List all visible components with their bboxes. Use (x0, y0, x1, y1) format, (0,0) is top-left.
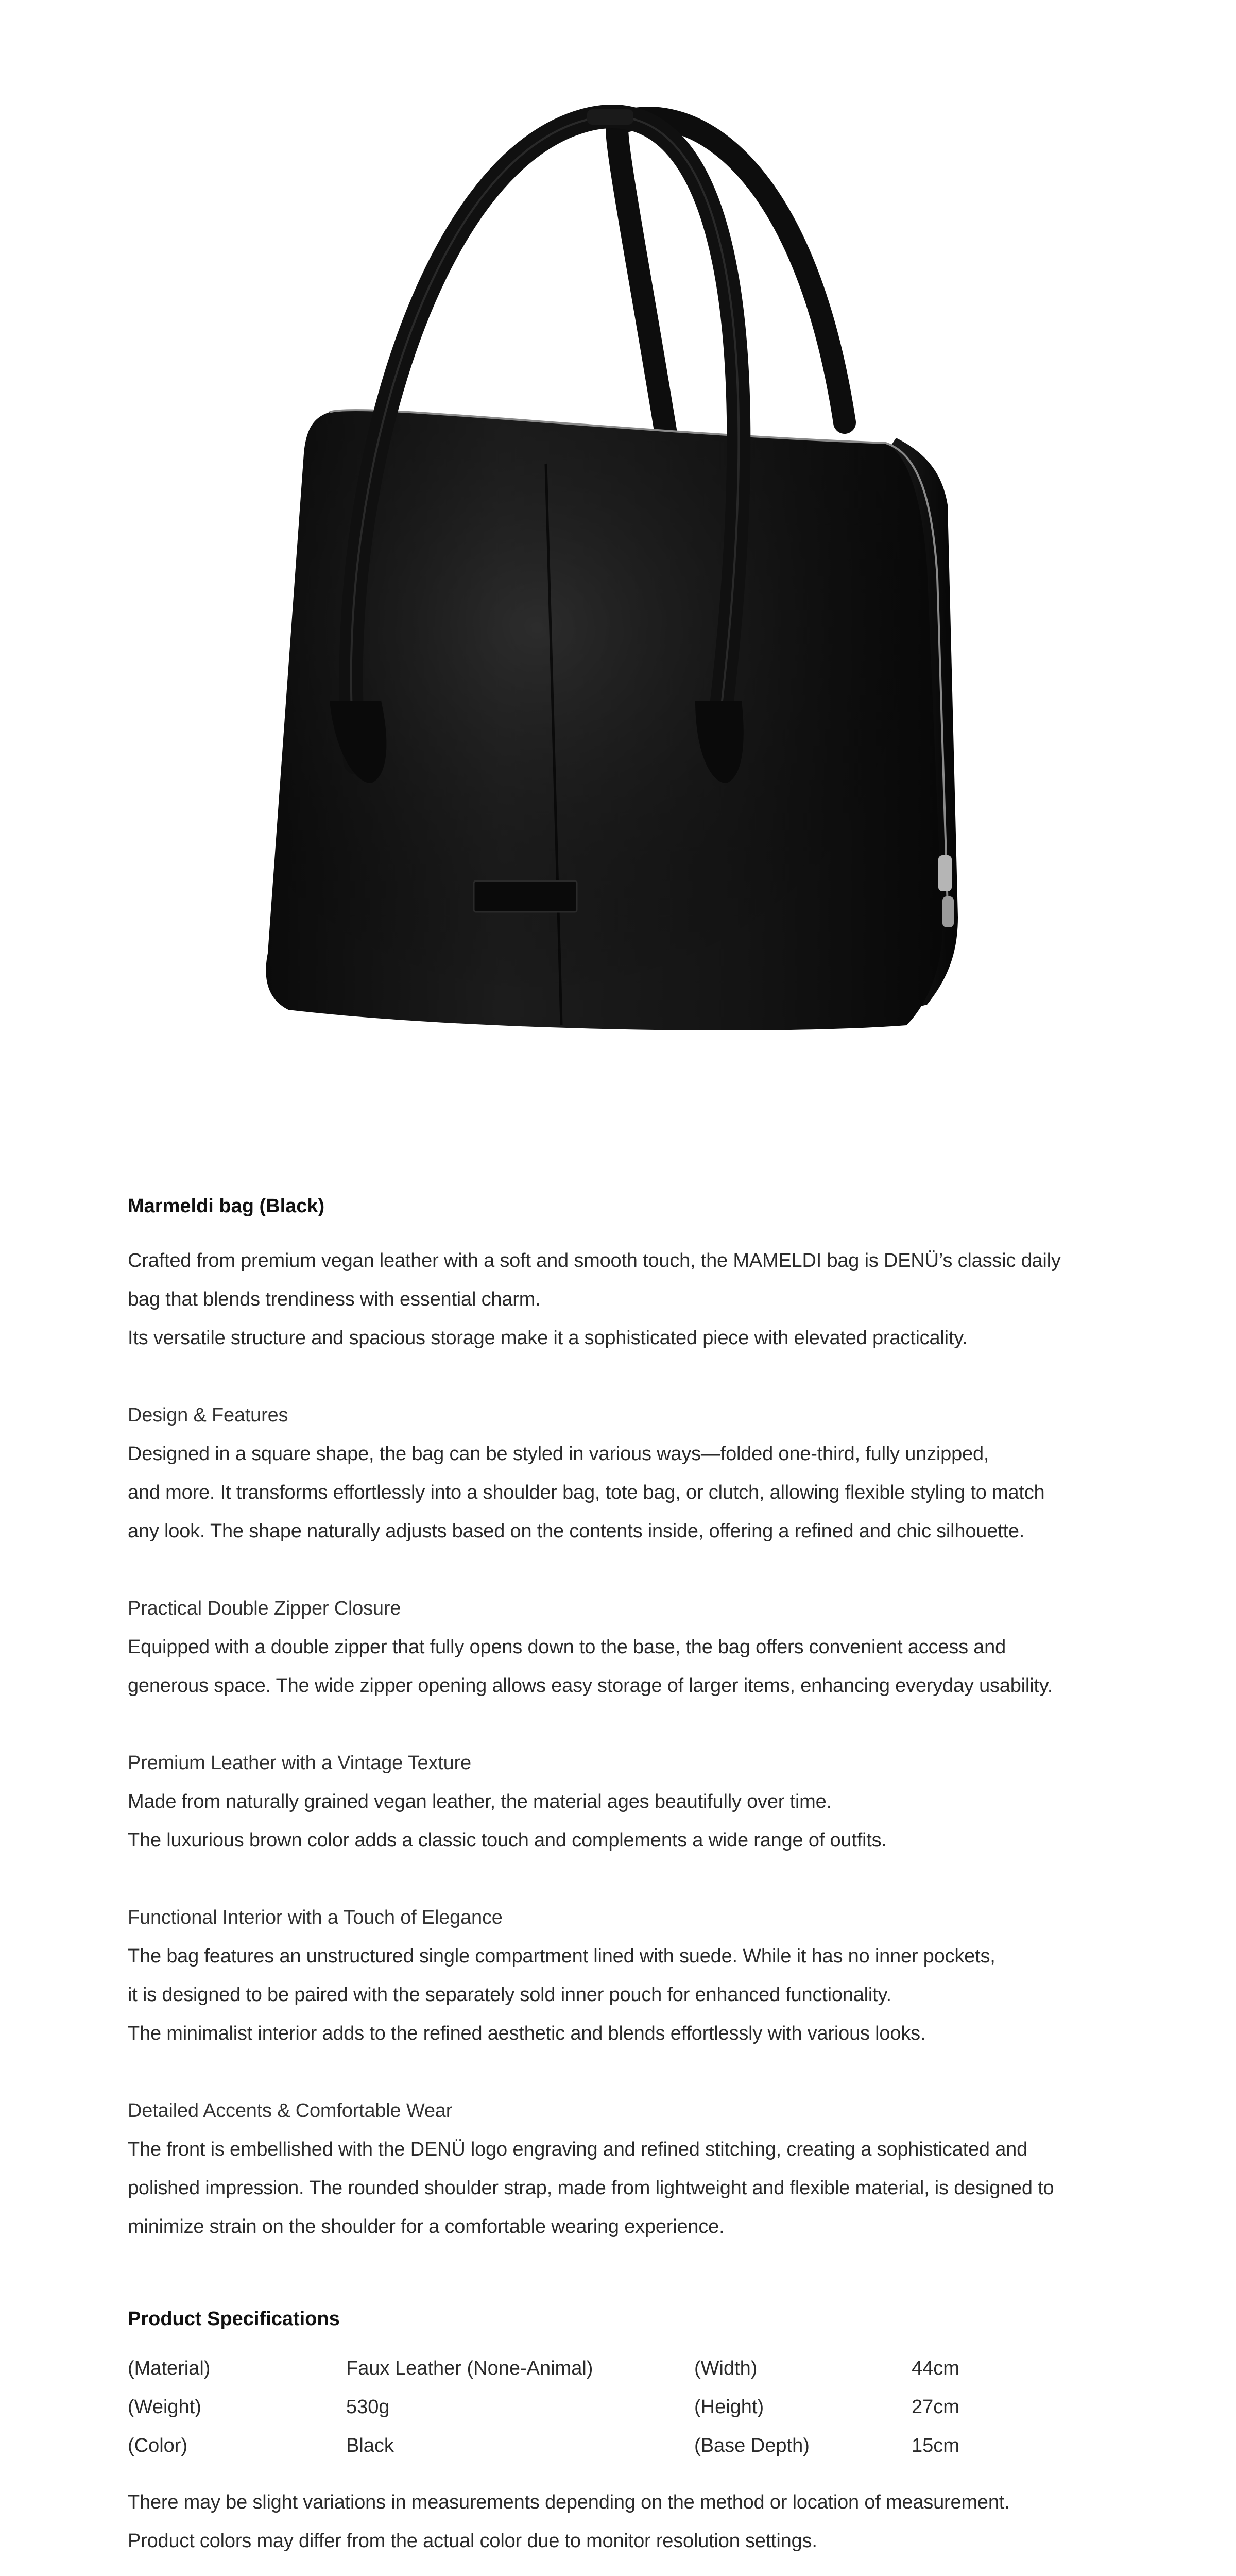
section-line: Equipped with a double zipper that fully opens down to the base, the bag offers convenient access and (128, 1636, 1006, 1658)
note-line: Product colors may differ from the actual color due to monitor resolution settings. (128, 2530, 817, 2552)
section-zipper (128, 1589, 1053, 1705)
section-line: The bag features an unstructured single compartment lined with suede. While it has no inner pockets, (128, 1945, 995, 1967)
product-title: Marmeldi bag (Black) (128, 1195, 325, 1217)
section-interior (128, 1899, 995, 2053)
section-heading: Functional Interior with a Touch of Elegance (128, 1907, 503, 1928)
bag-illustration (0, 0, 1236, 1133)
section-heading: Practical Double Zipper Closure (128, 1598, 401, 1619)
spec-value: 44cm (912, 2358, 959, 2379)
spec-label: (Material) (128, 2358, 211, 2379)
logo-plate (474, 881, 577, 912)
section-line: The luxurious brown color adds a classic touch and complements a wide range of outfits. (128, 1829, 887, 1851)
section-line: generous space. The wide zipper opening allows easy storage of larger items, enhancing everyday usability. (128, 1675, 1053, 1697)
specs-notes (128, 2483, 1009, 2561)
spec-value: Faux Leather (None-Animal) (346, 2358, 593, 2379)
section-heading: Detailed Accents & Comfortable Wear (128, 2100, 453, 2122)
section-line: and more. It transforms effortlessly into a shoulder bag, tote bag, or clutch, allowing flexible styling to match (128, 1482, 1045, 1503)
section-line: The minimalist interior adds to the refined aesthetic and blends effortlessly with various looks. (128, 2023, 926, 2044)
section-leather (128, 1744, 887, 1860)
intro-paragraph (128, 1242, 1061, 1358)
specs-title: Product Specifications (128, 2308, 340, 2330)
section-line: minimize strain on the shoulder for a comfortable wearing experience. (128, 2216, 725, 2238)
spec-value: 27cm (912, 2396, 959, 2418)
intro-line: Crafted from premium vegan leather with a soft and smooth touch, the MAMELDI bag is DENÜ’s classic daily (128, 1250, 1061, 1272)
section-line: polished impression. The rounded shoulder strap, made from lightweight and flexible material, is designed to (128, 2177, 1054, 2199)
spec-value: 15cm (912, 2435, 959, 2456)
zipper-pull (938, 855, 952, 891)
spec-label: (Height) (694, 2396, 764, 2418)
section-design-features (128, 1396, 1045, 1551)
section-line: Made from naturally grained vegan leather, the material ages beautifully over time. (128, 1791, 832, 1812)
section-accents (128, 2092, 1054, 2246)
product-image (0, 0, 1236, 1133)
section-line: The front is embellished with the DENÜ logo engraving and refined stitching, creating a sophisticated and (128, 2139, 1028, 2160)
spec-value: 530g (346, 2396, 390, 2418)
spec-label: (Base Depth) (694, 2435, 810, 2456)
intro-line: Its versatile structure and spacious storage make it a sophisticated piece with elevated practicality. (128, 1327, 968, 1349)
section-heading: Premium Leather with a Vintage Texture (128, 1752, 471, 1774)
section-line: any look. The shape naturally adjusts based on the contents inside, offering a refined and chic silhouette. (128, 1520, 1025, 1542)
intro-line: bag that blends trendiness with essential charm. (128, 1289, 541, 1310)
spec-value: Black (346, 2435, 394, 2456)
spec-label: (Color) (128, 2435, 188, 2456)
section-line: it is designed to be paired with the separately sold inner pouch for enhanced functionality. (128, 1984, 891, 2006)
spec-label: (Width) (694, 2358, 758, 2379)
spec-label: (Weight) (128, 2396, 201, 2418)
section-line: Designed in a square shape, the bag can be styled in various ways—folded one-third, fully unzipped, (128, 1443, 989, 1465)
note-line: There may be slight variations in measurements depending on the method or location of measurement. (128, 2492, 1010, 2513)
section-heading: Design & Features (128, 1404, 288, 1426)
